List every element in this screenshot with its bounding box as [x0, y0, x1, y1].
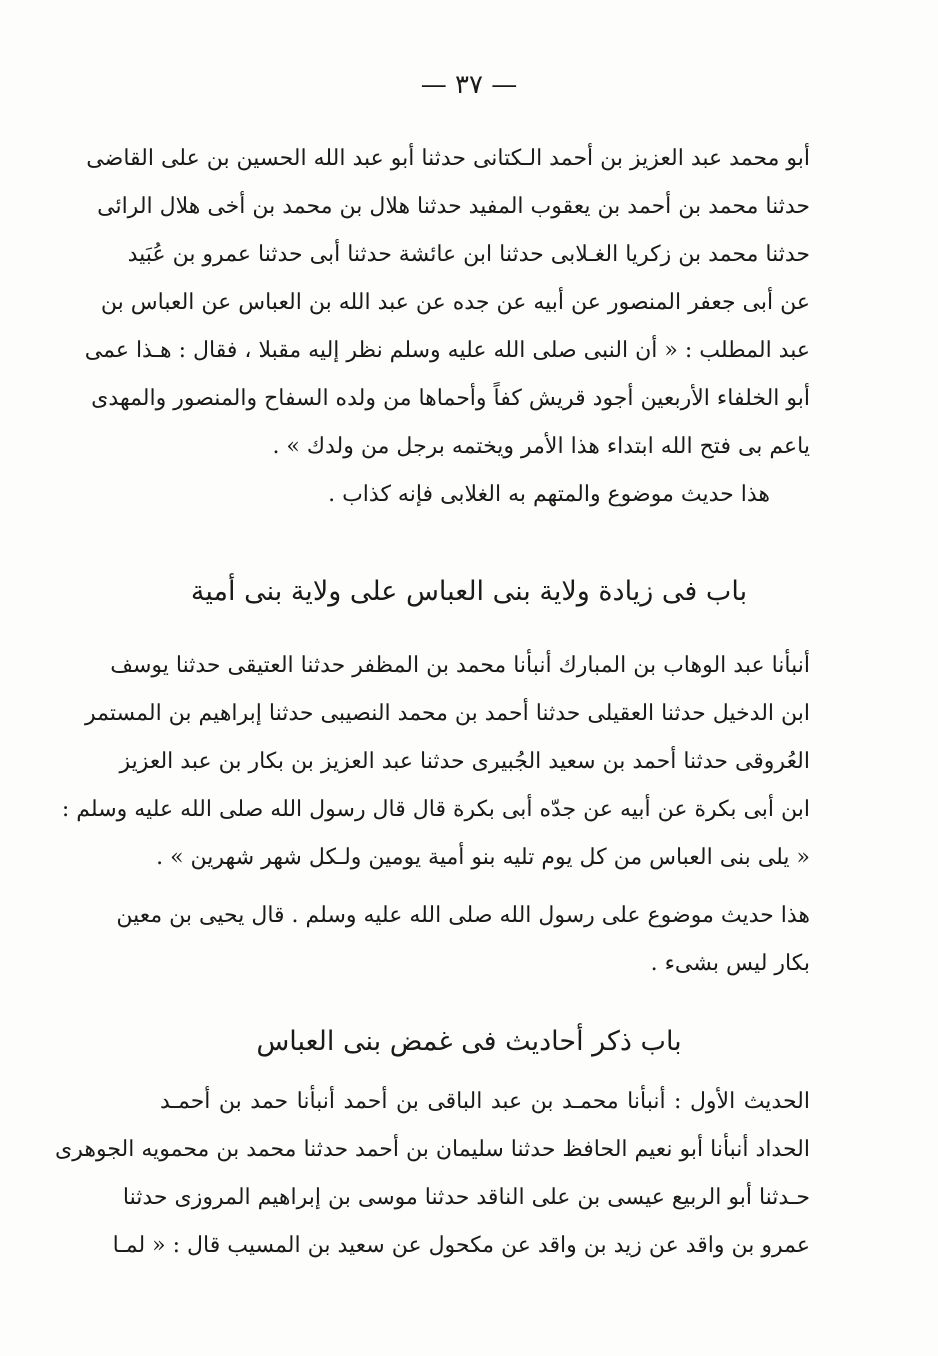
- verdict-note: هذا حديث موضوع على رسول الله صلى الله عليه وسلم . قال يحيى بن معين: [116, 903, 810, 928]
- text-line: عمرو بن واقد عن زيد بن واقد عن مكحول عن سعيد بن المسيب قال : « لمـا: [112, 1233, 810, 1258]
- text-line: حـدثنا أبو الربيع عيسى بن على الناقد حدثنا موسى بن إبراهيم المروزى حدثنا: [122, 1185, 810, 1210]
- text-line: حدثنا محمد بن أحمد بن يعقوب المفيد حدثنا هلال بن محمد بن أخى هلال الرائى: [97, 194, 810, 219]
- text-line: « يلى بنى العباس من كل يوم تليه بنو أمية يومين ولـكل شهر شهرين » .: [156, 845, 810, 870]
- text-line: ابن الدخيل حدثنا العقيلى حدثنا أحمد بن محمد النصيبى حدثنا إبراهيم بن المستمر: [85, 701, 810, 726]
- hadith-block-2: [61, 642, 810, 988]
- hadith-block-3: [55, 1078, 810, 1270]
- text-line: الحداد أنبأنا أبو نعيم الحافظ حدثنا سليمان بن أحمد حدثنا محمد بن محمويه الجوهرى: [55, 1137, 810, 1162]
- verdict-note: هذا حديث موضوع والمتهم به الغلابى فإنه كذاب .: [328, 482, 770, 507]
- text-line: ياعم بى فتح الله ابتداء هذا الأمر ويختمه برجل من ولدك » .: [272, 434, 810, 459]
- text-line: ابن أبى بكرة عن أبيه عن جدّه أبى بكرة قال قال رسول الله صلى الله عليه وسلم :: [61, 797, 810, 822]
- text-line: عن أبى جعفر المنصور عن أبيه عن جده عن عبد الله بن العباس عن العباس بن: [100, 290, 810, 315]
- text-line: حدثنا محمد بن زكريا الغـلابى حدثنا ابن عائشة حدثنا أبى حدثنا عمرو بن عُبَيد: [127, 242, 810, 267]
- text-line: الحديث الأول : أنبأنا محمـد بن عبد الباقى بن أحمد أنبأنا حمد بن أحمـد: [160, 1089, 810, 1114]
- text-line: أبو الخلفاء الأربعين أجود قريش كفاً وأحماها من ولده السفاح والمنصور والمهدى: [91, 386, 810, 411]
- chapter-heading: باب ذكر أحاديث فى غمض بنى العباس: [256, 1026, 682, 1057]
- page-number: — ٣٧ —: [420, 70, 518, 100]
- text-line: العُروقى حدثنا أحمد بن سعيد الجُبيرى حدثنا عبد العزيز بن بكار بن عبد العزيز: [119, 749, 810, 774]
- text-line: أبو محمد عبد العزيز بن أحمد الـكتانى حدثنا أبو عبد الله الحسين بن على القاضى: [86, 146, 810, 171]
- text-line: أنبأنا عبد الوهاب بن المبارك أنبأنا محمد بن المظفر حدثنا العتيقى حدثنا يوسف: [110, 653, 810, 678]
- hadith-block-1: [84, 135, 810, 519]
- verdict-note: بكار ليس بشىء .: [650, 951, 810, 976]
- text-line: عبد المطلب : « أن النبى صلى الله عليه وسلم نظر إليه مقبلا ، فقال : هـذا عمى: [84, 338, 810, 363]
- chapter-heading: باب فى زيادة ولاية بنى العباس على ولاية بنى أمية: [190, 576, 748, 607]
